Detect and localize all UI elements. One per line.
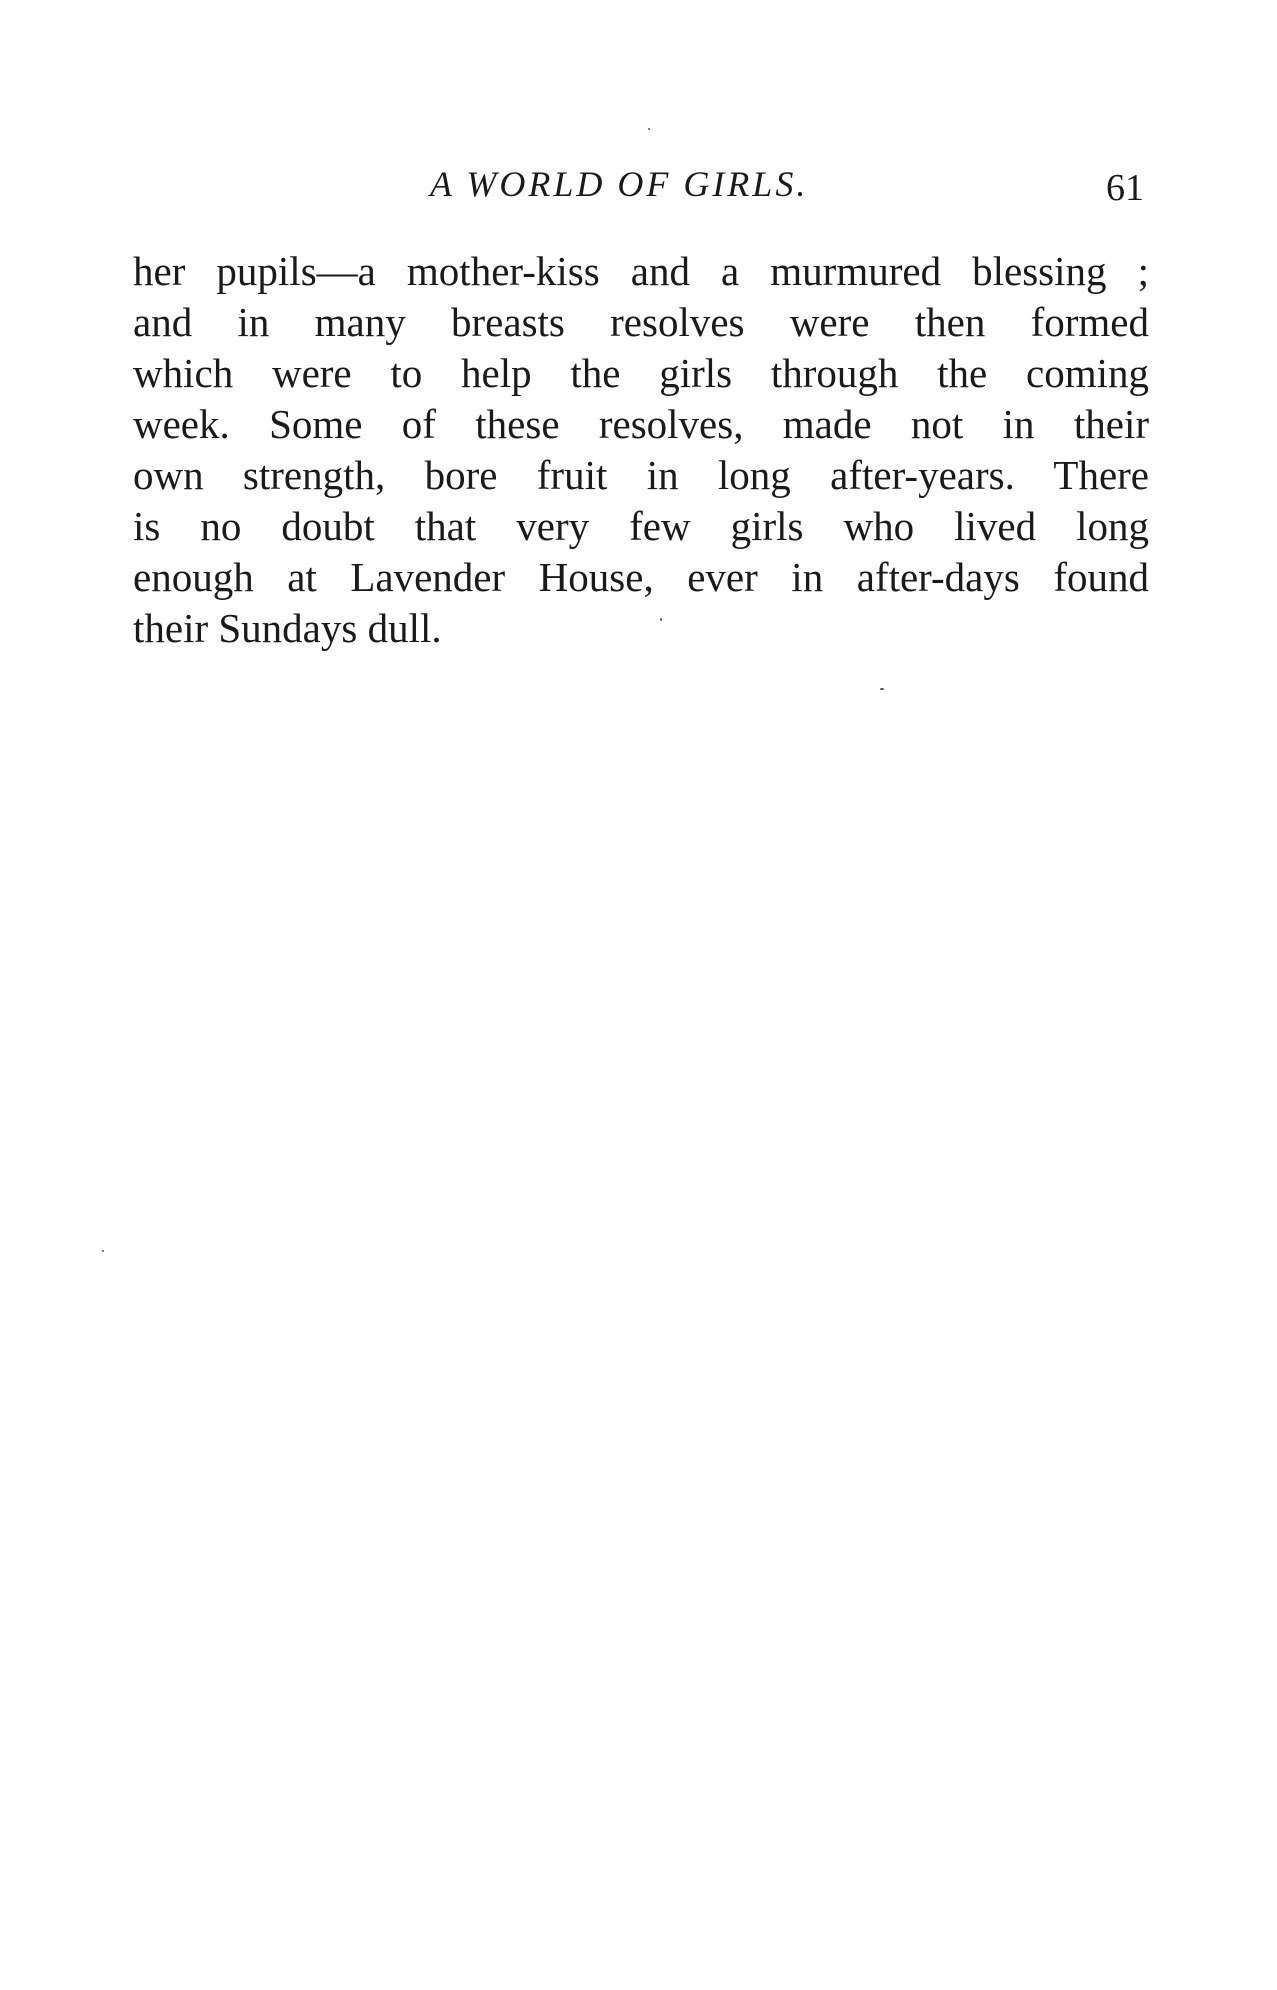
text-line: enough at Lavender House, ever in after-days found — [133, 554, 1149, 600]
print-speck — [660, 618, 662, 621]
body-paragraph — [133, 246, 1149, 654]
text-line: own strength, bore fruit in long after-years. There — [133, 452, 1149, 498]
running-title: A WORLD OF GIRLS. — [430, 164, 809, 204]
print-speck — [102, 1250, 104, 1252]
text-line: which were to help the girls through the coming — [133, 350, 1149, 396]
text-line: and in many breasts resolves were then formed — [133, 299, 1149, 345]
print-speck — [880, 688, 884, 690]
text-line: week. Some of these resolves, made not in their — [133, 401, 1149, 447]
text-line: is no doubt that very few girls who lived long — [133, 503, 1149, 549]
text-line: her pupils—a mother-kiss and a murmured blessing ; — [133, 248, 1149, 294]
print-speck — [648, 128, 650, 130]
text-line: their Sundays dull. — [133, 605, 442, 651]
page-number: 61 — [1106, 167, 1144, 209]
